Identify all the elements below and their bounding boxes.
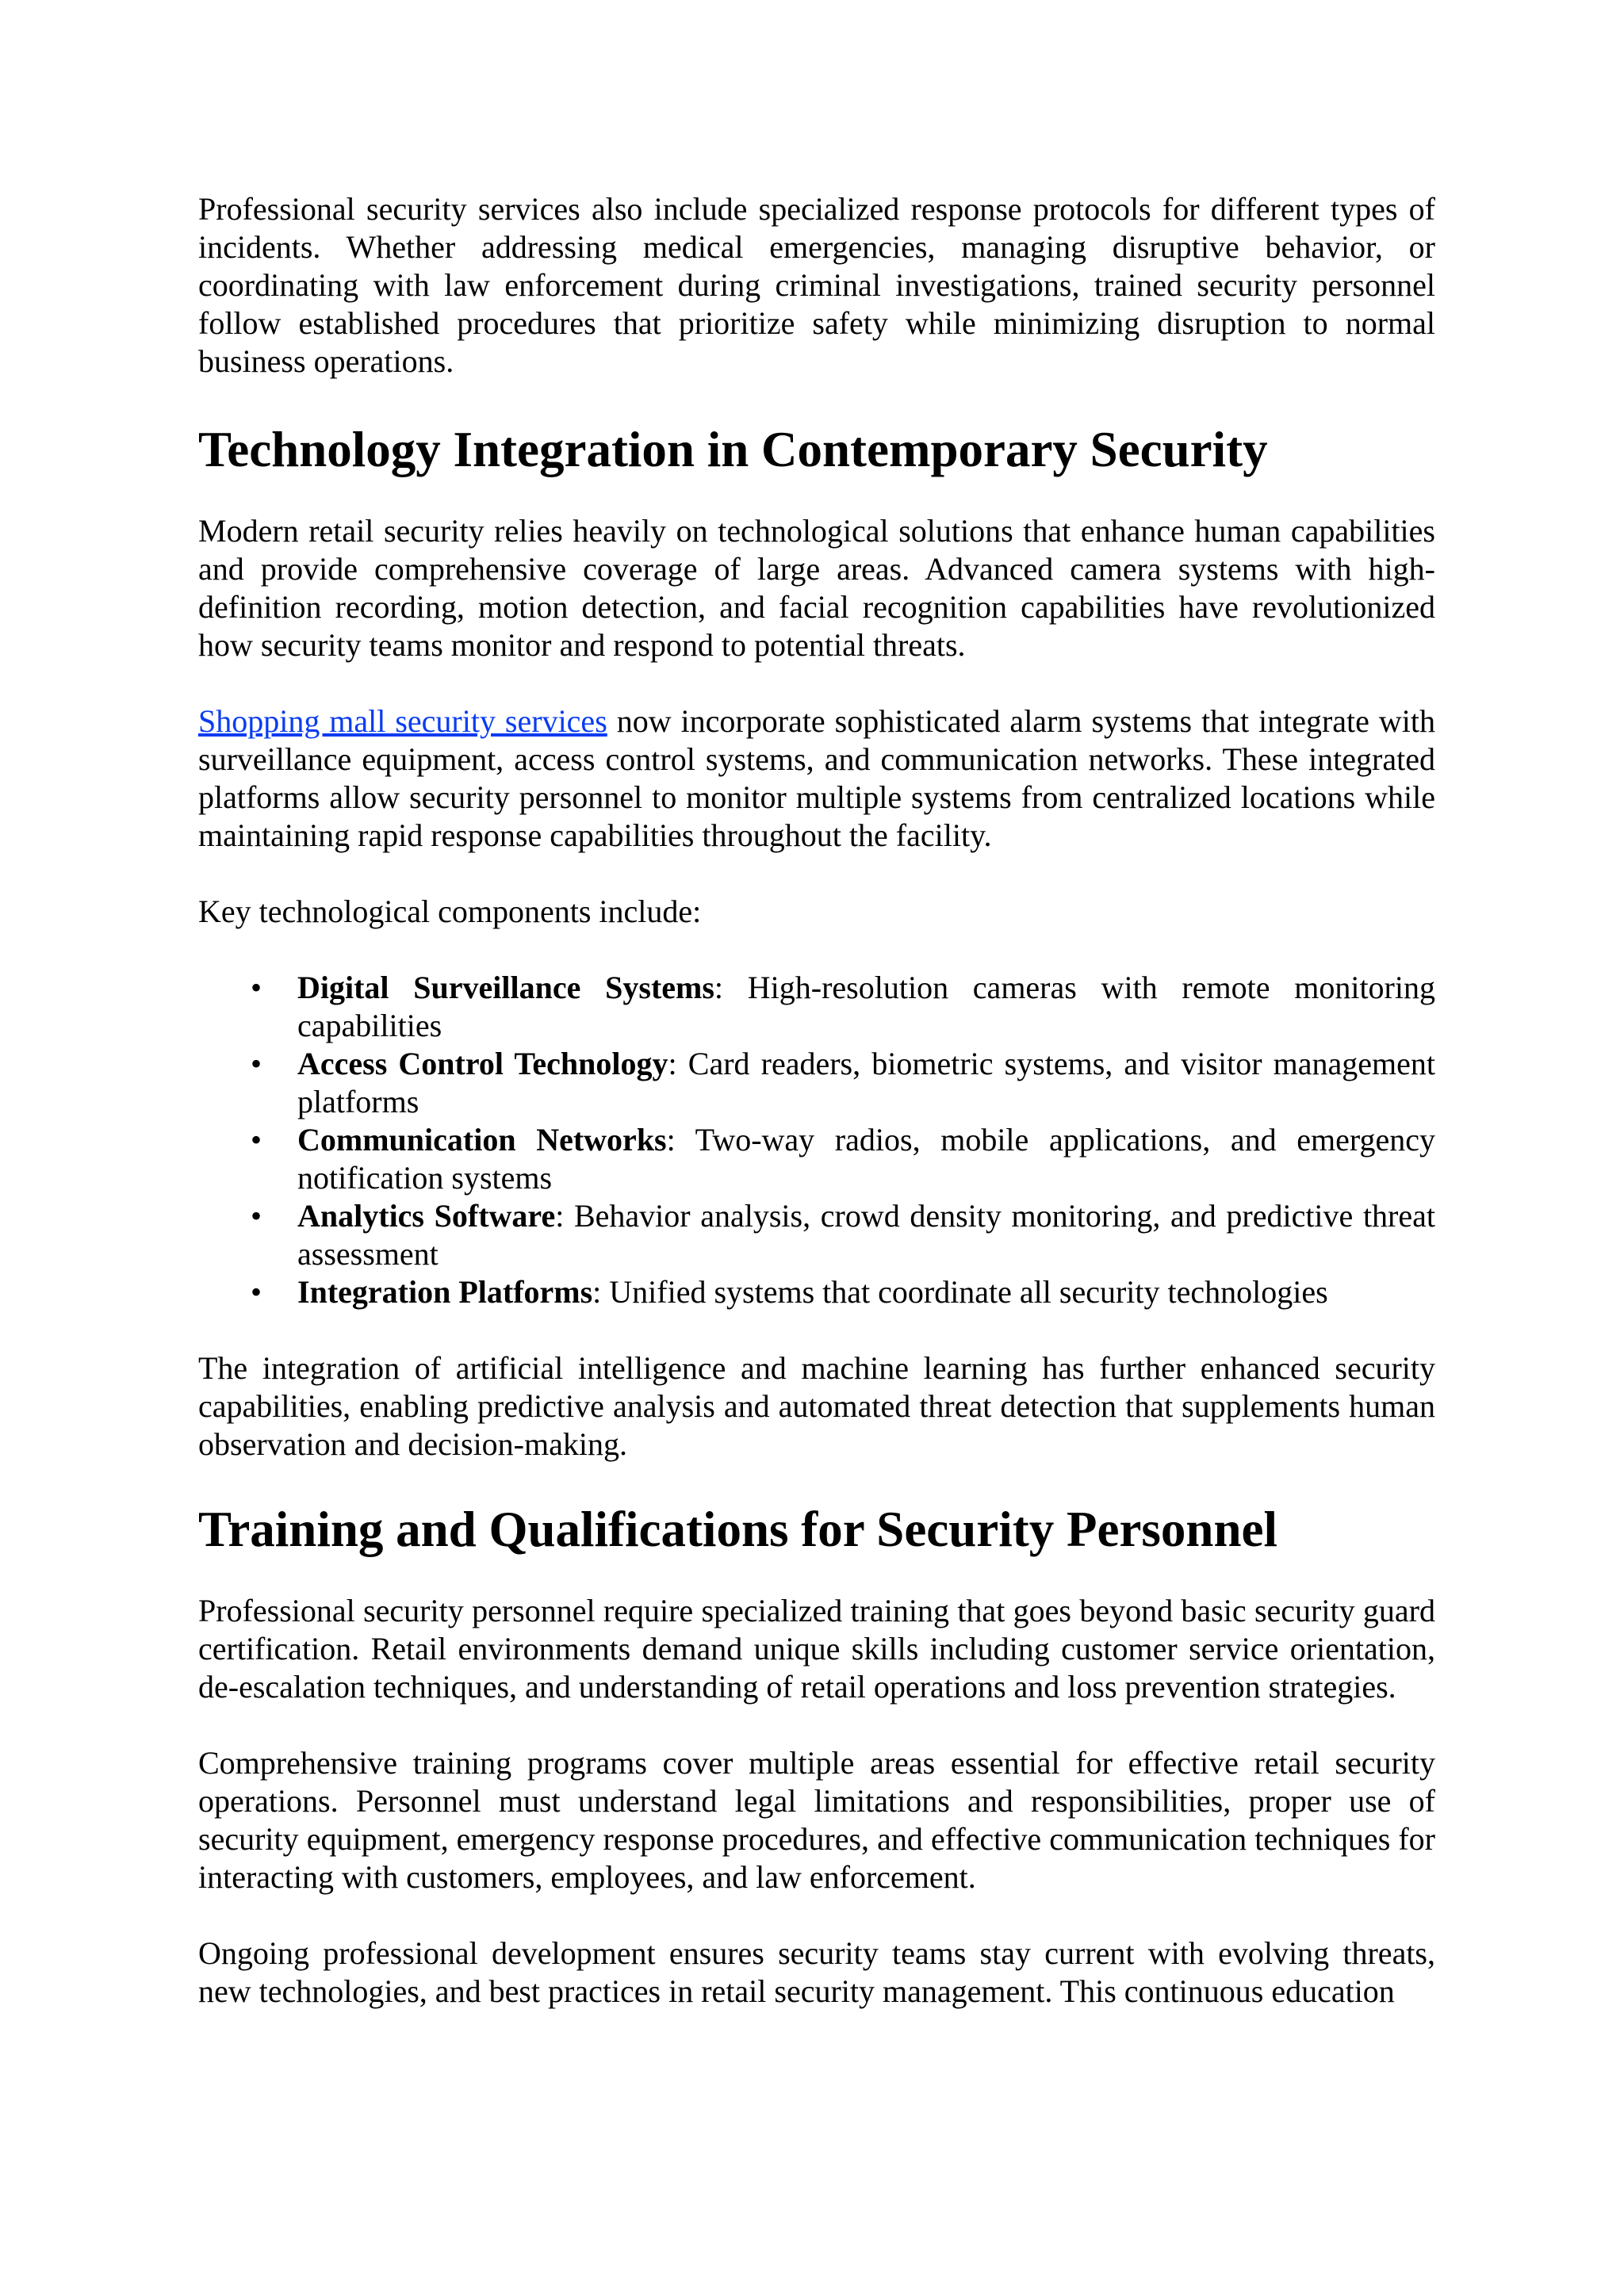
bullet-icon: • (251, 1198, 262, 1234)
shopping-mall-security-link[interactable]: Shopping mall security services (198, 703, 607, 739)
bullet-icon: • (251, 970, 262, 1005)
list-item-term: Integration Platforms (297, 1274, 593, 1310)
list-item-desc: : Behavior analysis, crowd density monitoring, and predictive threat assessment (297, 1198, 1435, 1272)
paragraph-professional-development: Ongoing professional development ensures security teams stay current with evolving threats, new technologies, and best practices in retail security management. This continuous education (198, 1935, 1435, 2009)
list-item (198, 1121, 1435, 1197)
list-item (198, 1273, 1435, 1311)
list-item-desc: : Two-way radios, mobile applications, and emergency notification systems (297, 1122, 1435, 1196)
paragraph-modern-retail-security: Modern retail security relies heavily on technological solutions that enhance human capabilities and provide comprehensive coverage of large areas. Advanced camera systems with high-definition recording, motion detection, and facial recognition capabilities have revolutionized how security teams monitor and respond to potential threats. (198, 513, 1435, 663)
list-item-desc: : Card readers, biometric systems, and visitor management platforms (297, 1046, 1436, 1119)
heading-training-qualifications: Training and Qualifications for Security Personnel (198, 1502, 1277, 1557)
list-item-term: Analytics Software (297, 1198, 556, 1234)
document-page (198, 190, 1435, 2011)
paragraph-key-components-intro: Key technological components include: (198, 894, 702, 929)
list-item (198, 1197, 1435, 1273)
list-item (198, 969, 1435, 1045)
list-item-term: Communication Networks (297, 1122, 667, 1158)
components-list (198, 969, 1435, 1311)
heading-technology-integration: Technology Integration in Contemporary Security (198, 422, 1268, 477)
paragraph-shopping-mall-services (198, 702, 1435, 855)
list-item-term: Digital Surveillance Systems (297, 970, 714, 1005)
list-item-term: Access Control Technology (297, 1046, 668, 1081)
bullet-icon: • (251, 1122, 262, 1158)
paragraph-ai-integration: The integration of artificial intelligence and machine learning has further enhanced security capabilities, enabling predictive analysis and automated threat detection that supplements human observation and decision-making. (198, 1350, 1435, 1462)
list-item (198, 1045, 1435, 1121)
paragraph-specialized-training: Professional security personnel require specialized training that goes beyond basic security guard certification. Retail environments demand unique skills including customer service orientation, de-escalation techniques, and understanding of retail operations and loss prevention strategies. (198, 1593, 1435, 1705)
paragraph-training-programs: Comprehensive training programs cover multiple areas essential for effective retail security operations. Personnel must understand legal limitations and responsibilities, proper use of security equipment, emergency response procedures, and effective communication techniques for interacting with customers, employees, and law enforcement. (198, 1745, 1435, 1895)
list-item-desc: : Unified systems that coordinate all security technologies (592, 1274, 1328, 1310)
list-item-desc: : High-resolution cameras with remote monitoring capabilities (297, 970, 1435, 1043)
bullet-icon: • (251, 1046, 262, 1081)
paragraph-shopping-mall-services-text: now incorporate sophisticated alarm systems that integrate with surveillance equipment, access control systems, and communication networks. These integrated platforms allow security personnel to monitor multiple systems from centralized locations while maintaining rapid response capabilities throughout the facility. (198, 703, 1435, 853)
paragraph-response-protocols: Professional security services also include specialized response protocols for different types of incidents. Whether addressing medical emergencies, managing disruptive behavior, or coordinating with law enforcement during criminal investigations, trained security personnel follow established procedures that prioritize safety while minimizing disruption to normal business operations. (198, 191, 1435, 379)
bullet-icon: • (251, 1274, 262, 1310)
